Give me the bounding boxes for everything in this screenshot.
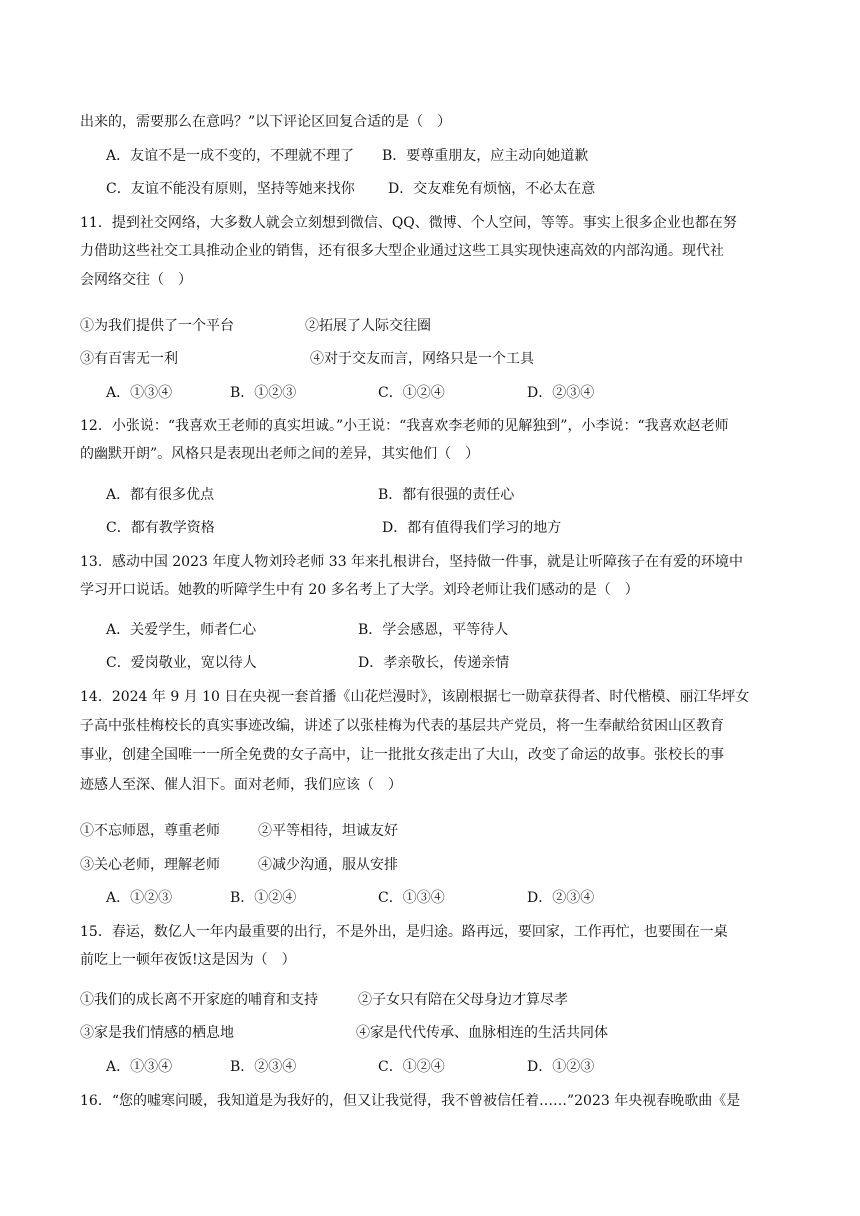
q15-option-c: C．①②④	[378, 1059, 445, 1075]
q15-stem-line2: 前吃上一顿年夜饭!这是因为（ ）	[80, 952, 296, 968]
q13-option-a: A．关爱学生，师者仁心	[106, 622, 257, 638]
q10-option-b: B．要尊重朋友，应主动向她道歉	[382, 148, 589, 164]
q13-stem-line1: 13．感动中国 2023 年度人物刘玲老师 33 年来扎根讲台，坚持做一件事，就是让听障孩子在有爱的环境中	[80, 554, 744, 570]
q11-statement-1: ①为我们提供了一个平台	[80, 318, 234, 334]
q10-stem: 出来的，需要那么在意吗？”以下评论区回复合适的是（ ）	[80, 114, 452, 130]
q14-stem-line3: 事业，创建全国唯一一所全免费的女子高中，让一批批女孩走出了大山，改变了命运的故事。张校长的事	[80, 747, 724, 763]
q12-option-a: A．都有很多优点	[106, 487, 215, 503]
q14-stem-line2: 子高中张桂梅校长的真实事迹改编，讲述了以张桂梅为代表的基层共产党员，将一生奉献给贫困山区教育	[80, 718, 724, 734]
q11-stem-line1: 11．提到社交网络，大多数人就会立刻想到微信、QQ、微博、个人空间，等等。事实上很多企业也都在努	[80, 215, 737, 231]
q15-statement-1: ①我们的成长离不开家庭的哺育和支持	[80, 992, 318, 1008]
q15-stem-line1: 15．春运，数亿人一年内最重要的出行，不是外出，是归途。路再远，要回家，工作再忙，也要围在一桌	[80, 924, 728, 940]
q13-stem-line2: 学习开口说话。她教的听障学生中有 20 多名考上了大学。刘玲老师让我们感动的是（ ）	[80, 582, 639, 598]
q10-option-c: C．友谊不能没有原则，坚持等她来找你	[106, 181, 355, 197]
q14-statement-3: ③关心老师，理解老师	[80, 857, 220, 873]
q12-option-b: B．都有很强的责任心	[378, 487, 515, 503]
q13-option-b: B．学会感恩，平等待人	[358, 622, 509, 638]
q10-option-a: A．友谊不是一成不变的，不理就不理了	[106, 148, 355, 164]
q15-statement-3: ③家是我们情感的栖息地	[80, 1025, 234, 1041]
q15-option-a: A．①③④	[106, 1059, 173, 1075]
q11-option-d: D．②③④	[527, 385, 595, 401]
q14-statement-1: ①不忘师恩，尊重老师	[80, 823, 220, 839]
q15-statement-4: ④家是代代传承、血脉相连的生活共同体	[356, 1025, 608, 1041]
q12-stem-line2: 的幽默开朗”。风格只是表现出老师之间的差异，其实他们（ ）	[80, 446, 480, 462]
q11-statement-4: ④对于交友而言，网络只是一个工具	[310, 351, 534, 367]
q15-option-b: B．②③④	[230, 1059, 297, 1075]
q15-statement-2: ②子女只有陪在父母身边才算尽孝	[358, 992, 568, 1008]
q11-statement-2: ②拓展了人际交往圈	[305, 318, 431, 334]
q16-stem-line1: 16．“您的嘘寒问暖，我知道是为我好的，但又让我觉得，我不曾被信任着……”2023 年央视春晚歌曲《是	[80, 1093, 741, 1109]
q12-stem-line1: 12．小张说：“我喜欢王老师的真实坦诚。”小王说：“我喜欢李老师的见解独到”，小李说：“我喜欢赵老师	[80, 418, 729, 434]
q14-option-a: A．①②③	[106, 890, 173, 906]
q14-option-c: C．①③④	[378, 890, 445, 906]
q11-option-c: C．①②④	[378, 385, 445, 401]
q14-option-d: D．②③④	[527, 890, 595, 906]
q10-option-d: D．交友难免有烦恼，不必太在意	[388, 181, 596, 197]
q14-stem-line4: 迹感人至深、催人泪下。面对老师，我们应该（ ）	[80, 777, 402, 793]
q13-option-d: D．孝亲敬长，传递亲情	[358, 655, 510, 671]
q15-option-d: D．①②③	[527, 1059, 595, 1075]
q13-option-c: C．爱岗敬业，宽以待人	[106, 655, 257, 671]
q11-stem-line2: 力借助这些社交工具推动企业的销售，还有很多大型企业通过这些工具实现快速高效的内部沟通。现代社	[80, 243, 724, 259]
q11-stem-line3: 会网络交往（ ）	[80, 272, 192, 288]
q11-statement-3: ③有百害无一利	[80, 351, 178, 367]
q11-option-a: A．①③④	[106, 385, 173, 401]
q12-option-c: C．都有教学资格	[106, 520, 215, 536]
q14-option-b: B．①②④	[230, 890, 297, 906]
q12-option-d: D．都有值得我们学习的地方	[382, 520, 562, 536]
q14-stem-line1: 14．2024 年 9 月 10 日在央视一套首播《山花烂漫时》，该剧根据七一勋章获得者、时代楷模、丽江华坪女	[80, 689, 750, 705]
q11-option-b: B．①②③	[230, 385, 297, 401]
q14-statement-4: ④减少沟通，服从安排	[258, 857, 398, 873]
q14-statement-2: ②平等相待，坦诚友好	[258, 823, 398, 839]
